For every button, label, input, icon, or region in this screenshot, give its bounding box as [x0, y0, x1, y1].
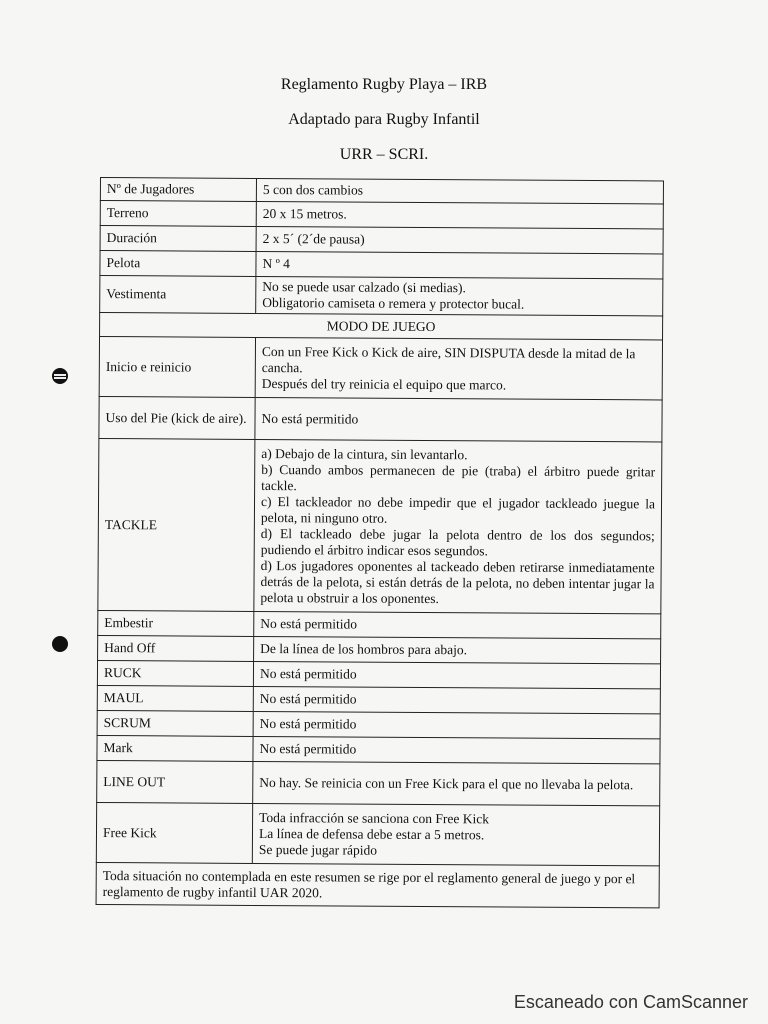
row-value: No está permitido — [253, 711, 660, 738]
table-row — [100, 201, 663, 229]
tackle-rule-c: c) El tackleador no debe impedir que el jugador tackleado juegue la pelota, ni ninguno otro. — [260, 493, 656, 526]
row-value: De la línea de los hombros para abajo. — [254, 636, 661, 663]
table-row — [96, 862, 659, 907]
tackle-rule-d2: d) Los jugadores oponentes al tackeado deben retirarse inmediatamente detrás de la pelota, si están detrás de la pelota, no deben intentar jugar la pelota u obstruir a los oponentes. — [260, 557, 655, 606]
row-label: Nº de Jugadores — [100, 178, 256, 202]
title-line-2: Adaptado para Rugby Infantil — [288, 111, 480, 128]
row-value: N º 4 — [256, 251, 663, 278]
tackle-rule-b: b) Cuando ambos permanecen de pie (traba) el árbitro puede gritar tackle. — [261, 461, 656, 493]
rules-table — [96, 177, 664, 908]
row-label: RUCK — [97, 660, 253, 686]
row-value — [252, 803, 659, 865]
row-value: No está permitido — [255, 397, 662, 441]
row-label: Terreno — [100, 201, 256, 227]
row-label: Duración — [100, 226, 256, 252]
row-label: Free Kick — [96, 802, 252, 863]
row-label: LINE OUT — [97, 760, 253, 803]
table-row — [98, 610, 661, 638]
row-label: Mark — [97, 735, 253, 761]
row-value: No está permitido — [253, 736, 660, 763]
row-label: Pelota — [100, 251, 256, 277]
table-row — [98, 635, 661, 663]
row-value — [254, 439, 662, 613]
table-row — [99, 396, 662, 441]
row-value: 2 x 5´ (2´de pausa) — [256, 226, 663, 253]
table-row — [100, 178, 663, 204]
row-value: No está permitido — [254, 611, 661, 638]
camscanner-watermark: Escaneado con CamScanner — [513, 992, 748, 1012]
table-row — [100, 226, 663, 254]
value-line: Después del try reinicia el equipo que marco. — [261, 375, 507, 392]
punch-hole-icon — [52, 636, 68, 652]
row-label: MAUL — [97, 685, 253, 711]
row-label: TACKLE — [98, 438, 255, 611]
footer-note: Toda situación no contemplada en este resumen se rige por el reglamento general de juego y por el reglamento de rugby infantil UAR 2020. — [96, 862, 659, 907]
value-line: Con un Free Kick o Kick de aire, SIN DISPUTA desde la mitad de la cancha. — [261, 343, 636, 375]
row-label: SCRUM — [97, 710, 253, 736]
table-row — [97, 735, 660, 763]
value-line: No se puede usar calzado (si medias). — [262, 278, 466, 296]
row-value — [256, 276, 663, 315]
table-row — [98, 438, 662, 613]
row-label: Vestimenta — [100, 276, 256, 314]
row-value: 5 con dos cambios — [256, 178, 663, 203]
row-label: Uso del Pie (kick de aire). — [99, 396, 255, 439]
row-value: No hay. Se reinicia con un Free Kick para el que no llevaba la pelota. — [253, 761, 660, 805]
row-label: Inicio e reinicio — [99, 337, 255, 398]
row-value: 20 x 15 metros. — [256, 201, 663, 228]
title-line-1: Reglamento Rugby Playa – IRB — [280, 76, 488, 93]
table-row — [97, 760, 660, 805]
table-row — [99, 337, 662, 400]
table-row — [100, 276, 663, 316]
punch-hole-icon — [52, 368, 68, 384]
table-row — [97, 660, 660, 688]
table-row — [97, 685, 660, 713]
section-header: MODO DE JUEGO — [100, 313, 663, 340]
row-label: Embestir — [98, 610, 254, 636]
table-row — [97, 710, 660, 738]
table-row — [100, 313, 663, 340]
row-value: No está permitido — [253, 661, 660, 688]
row-value: No está permitido — [253, 686, 660, 713]
tackle-rule-d1: d) El tackleado debe jugar la pelota dentro de los dos segundos; pudiendo el árbitro indicar esos segundos. — [260, 525, 655, 558]
title-line-3: URR – SCRI. — [339, 146, 429, 163]
value-line: La línea de defensa debe estar a 5 metros. — [258, 825, 485, 842]
table-row — [100, 251, 663, 279]
row-label: Hand Off — [98, 635, 254, 661]
value-line: Toda infracción se sanciona con Free Kick — [259, 809, 490, 826]
value-line: Se puede jugar rápido — [258, 841, 378, 858]
table-row — [96, 802, 659, 865]
value-line: Obligatorio camiseta o remera y protector bucal. — [262, 294, 525, 312]
tackle-rule-a: a) Debajo de la cintura, sin levantarlo. — [261, 445, 468, 462]
row-value — [255, 337, 662, 399]
